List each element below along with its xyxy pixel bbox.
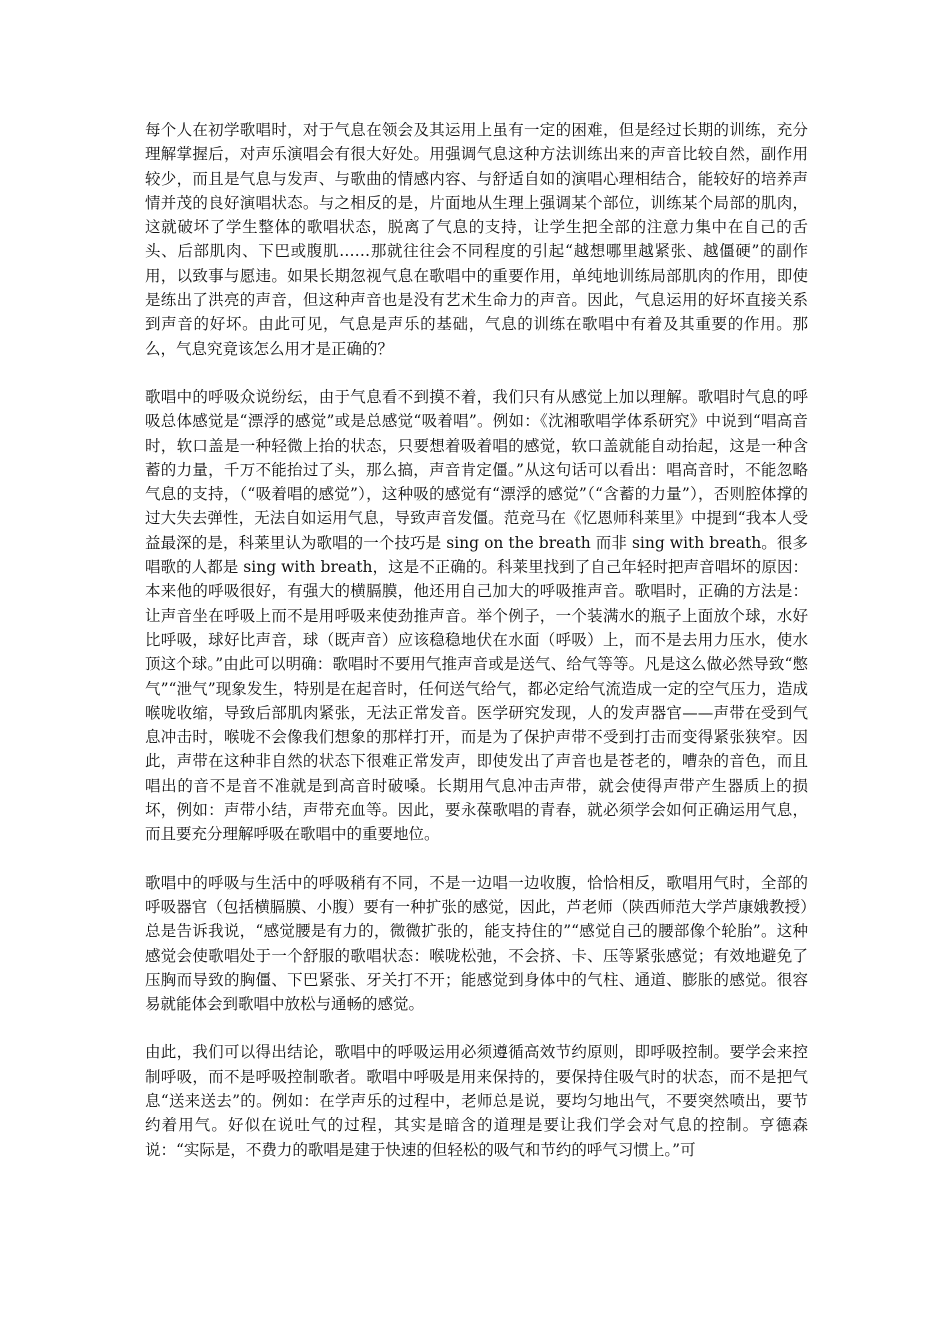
paragraph-4: 由此，我们可以得出结论，歌唱中的呼吸运用必须遵循高效节约原则，即呼吸控制。要学会来控制呼吸，而不是呼吸控制歌者。歌唱中呼吸是用来保持的，要保持住吸气时的状态，而不是把气息“送来送去”的。例如：在学声乐的过程中，老师总是说，要均匀地出气，不要突然喷出，要节约着用气。好似在说吐气的过程，其实是暗含的道理是要让我们学会对气息的控制。亨德森说：“实际是，不费力的歌唱是建于快速的但轻松的吸气和节约的呼气习惯上。”可 [145, 1043, 808, 1159]
document-page [145, 118, 808, 1186]
paragraph-1: 每个人在初学歌唱时，对于气息在领会及其运用上虽有一定的困难，但是经过长期的训练，充分理解掌握后，对声乐演唱会有很大好处。用强调气息这种方法训练出来的声音比较自然，副作用较少，而且是气息与发声、与歌曲的情感内容、与舒适自如的演唱心理相结合，能较好的培养声情并茂的良好演唱状态。与之相反的是，片面地从生理上强调某个部位，训练某个局部的肌肉，这就破坏了学生整体的歌唱状态，脱离了气息的支持，让学生把全部的注意力集中在自己的舌头、后部肌肉、下巴或腹肌……那就往往会不同程度的引起“越想哪里越紧张、越僵硬”的副作用，以致事与愿违。如果长期忽视气息在歌唱中的重要作用，单纯地训练局部肌肉的作用，即使是练出了洪亮的声音，但这种声音也是没有艺术生命力的声音。因此，气息运用的好坏直接关系到声音的好坏。由此可见，气息是声乐的基础，气息的训练在歌唱中有着及其重要的作用。那么，气息究竟该怎么用才是正确的？ [145, 121, 808, 358]
paragraph-3: 歌唱中的呼吸与生活中的呼吸稍有不同，不是一边唱一边收腹，恰恰相反，歌唱用气时，全部的呼吸器官（包括横膈膜、小腹）要有一种扩张的感觉，因此，芦老师（陕西师范大学芦康娥教授）总是告诉我说，“感觉腰是有力的，微微扩张的，能支持住的”“感觉自己的腰部像个轮胎”。这种感觉会使歌唱处于一个舒服的歌唱状态：喉咙松弛，不会挤、卡、压等紧张感觉；有效地避免了压胸而导致的胸僵、下巴紧张、牙关打不开；能感觉到身体中的气柱、通道、膨胀的感觉。很容易就能体会到歌唱中放松与通畅的感觉。 [145, 873, 808, 1014]
paragraph-2: 歌唱中的呼吸众说纷纭，由于气息看不到摸不着，我们只有从感觉上加以理解。歌唱时气息的呼吸总体感觉是“漂浮的感觉”或是总感觉“吸着唱”。例如：《沈湘歌唱学体系研究》中说到“唱高音时，软口盖是一种轻微上抬的状态，只要想着吸着唱的感觉，软口盖就能自动抬起，这是一种含蓄的力量，千万不能抬过了头，那么搞，声音肯定僵。”从这句话可以看出：唱高音时，不能忽略气息的支持，（“吸着唱的感觉”），这种吸的感觉有“漂浮的感觉”（“含蓄的力量”），否则腔体撑的过大失去弹性，无法自如运用气息，导致声音发僵。范竞马在《忆恩师科莱里》中提到“我本人受益最深的是，科莱里认为歌唱的一个技巧是 sing on the breath 而非 sing with breath。很多唱歌的人都是 sing with breath，这是不正确的。科莱里找到了自己年轻时把声音唱坏的原因：本来他的呼吸很好，有强大的横膈膜，他还用自己加大的呼吸推声音。歌唱时，正确的方法是：让声音坐在呼吸上而不是用呼吸来使劲推声音。举个例子，一个装满水的瓶子上面放个球，水好比呼吸，球好比声音，球（既声音）应该稳稳地伏在水面（呼吸）上，而不是去用力压水，使水顶这个球。”由此可以明确：歌唱时不要用气推声音或是送气、给气等等。凡是这么做必然导致“憋气”“泄气”现象发生，特别是在起音时，任何送气给气，都必定给气流造成一定的空气压力，造成喉咙收缩，导致后部肌肉紧张，无法正常发音。医学研究发现，人的发声器官——声带在受到气息冲击时，喉咙不会像我们想象的那样打开，而是为了保护声带不受到打击而变得紧张狭窄。因此，声带在这种非自然的状态下很难正常发声，即使发出了声音也是苍老的，嘈杂的音色，而且唱出的音不是音不准就是到高音时破嗓。长期用气息冲击声带，就会使得声带产生器质上的损坏，例如：声带小结，声带充血等。因此，要永葆歌唱的青春，就必须学会如何正确运用气息，而且要充分理解呼吸在歌唱中的重要地位。 [145, 387, 808, 844]
